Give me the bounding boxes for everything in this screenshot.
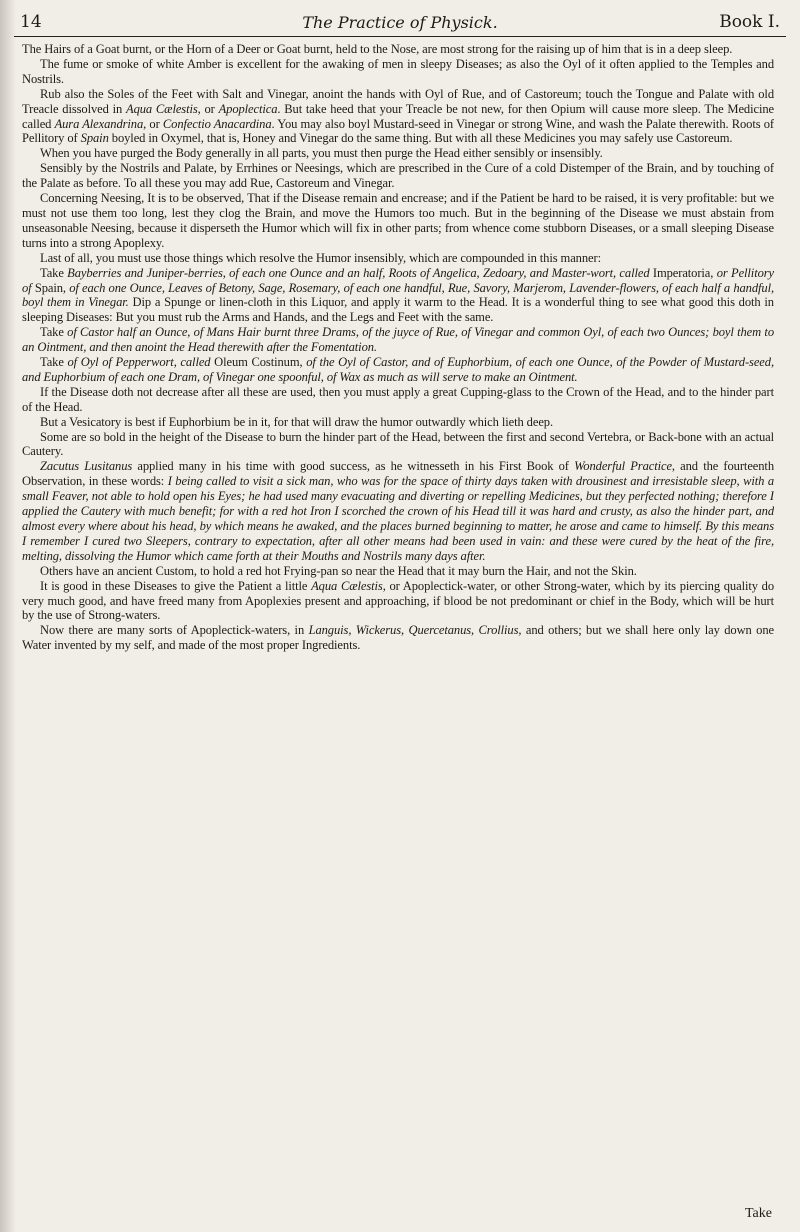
paragraph xyxy=(22,385,774,415)
italic-text: Bayberries and Juniper-berries, of each one Ounce and an half, Roots of Angelica, Zedoary, and Master-wort, called xyxy=(67,265,650,280)
text-run: Now there are many sorts of Apoplectick-waters, in xyxy=(40,623,309,638)
text-run: applied many in his time with good success, as he witnesseth in his First Book of xyxy=(132,459,575,474)
italic-text: Apoplectica xyxy=(218,101,278,116)
paragraph xyxy=(22,87,774,147)
text-run: , and the fourteenth Observation, in these words: xyxy=(22,459,774,489)
text-run: boyled in Oxymel, that is, Honey and Vinegar do the same thing. But with all these Medicines you may safely use Castoreum. xyxy=(108,131,733,146)
text-run: Concerning Neesing, It is to be observed, That if the Disease remain and encrease; and if the Patient be hard to be raised, it is very profitable: but we must not use them too long, lest they clog the Brain, and move the Humors too much. But in the beginning of the Disease we must abstain from unseasonable Neesing, because it disperseth the Humor which will fix in other parts; from whence come stubborn Diseases, or a small sleeping Disease turns into a strong Apoplexy. xyxy=(22,191,774,250)
paragraph xyxy=(22,57,774,87)
italic-text: Aqua Cælestis xyxy=(126,101,198,116)
paragraph xyxy=(22,430,774,460)
binding-shadow xyxy=(0,0,16,1232)
italic-text: Spain xyxy=(80,131,109,146)
paragraph xyxy=(22,623,774,653)
paragraph xyxy=(22,415,774,430)
paragraph xyxy=(22,161,774,191)
paragraph xyxy=(22,191,774,251)
italic-text: of each one Ounce, Leaves of Betony, Sage, Rosemary, of each one handful, Rue, Savory, Marjerom, Lavender-flowers, of each half a handful, boyl them in Vinegar. xyxy=(22,280,774,310)
text-run: When you have purged the Body generally in all parts, you must then purge the Head either sensibly or insensibly. xyxy=(40,146,603,161)
italic-text: Zacutus Lusitanus xyxy=(40,459,133,474)
italic-text: of Castor half an Ounce, of Mans Hair burnt three Drams, of the juyce of Rue, of Vinegar and common Oyl, of each two Ounces; boyl them to an Ointment, and then anoint the Head therewith after the Fomentation. xyxy=(22,325,774,355)
text-run: , or xyxy=(143,116,163,131)
text-run: Take xyxy=(40,355,68,370)
text-run: But a Vesicatory is best if Euphorbium be in it, for that will draw the humor outwardly which lieth deep. xyxy=(40,414,553,429)
italic-text: of the Oyl of Castor, and of Euphorbium, of each one Ounce, of the Powder of Mustard-seed, and Euphorbium of each one Dram, of Vinegar one spoonful, of Wax as much as will serve to make an Ointment. xyxy=(22,355,774,384)
text-run: Last of all, you must use those things which resolve the Humor insensibly, which are compounded in this manner: xyxy=(40,250,601,265)
text-run: Rub also the Soles of the Feet with Salt and Vinegar, anoint the hands with Oyl of Rue, and of Castoreum; touch the Tongue and Palate with old Treacle dissolved in xyxy=(22,86,774,116)
paragraph xyxy=(22,325,774,355)
paragraph xyxy=(22,266,774,326)
italic-text: Confectio Anacardina xyxy=(162,116,272,131)
text-run: Oleum Costinum, xyxy=(210,355,307,370)
text-run: . But take heed that your Treacle be not new, for then Opium will cause more sleep. The Medicine called xyxy=(22,101,774,131)
text-run: , or xyxy=(197,101,219,116)
text-run: , or Apoplectick-water, or other Strong-water, which by its piercing quality do very much good, and have freed many from Apoplexies present and approaching, if blood be not predominant or chief in the Body, which will be hurt by the use of Strong-waters. xyxy=(22,578,774,623)
italic-text: Aqua Cælestis xyxy=(311,578,383,593)
paragraph xyxy=(22,146,774,161)
running-title: The Practice of Physick. xyxy=(302,13,498,32)
text-run: Take xyxy=(40,325,68,340)
text-run: Take xyxy=(40,265,68,280)
page-body xyxy=(22,42,774,1196)
text-run: The fume or smoke of white Amber is excellent for the awaking of men in sleepy Diseases; as also the Oyl of it often applied to the Temples and Nostrils. xyxy=(22,56,774,86)
italic-text: Languis, Wickerus, Quercetanus, Crollius, xyxy=(308,623,522,638)
text-run: It is good in these Diseases to give the Patient a little xyxy=(40,578,312,593)
text-run: Imperatoria, xyxy=(649,265,717,280)
italic-text: or Pellitory of xyxy=(22,265,774,295)
text-run: The Hairs of a Goat burnt, or the Horn of a Deer or Goat burnt, held to the Nose, are most strong for the raising up of him that is in a deep sleep. xyxy=(22,42,733,56)
italic-text: Aura Alexandrina xyxy=(54,116,144,131)
paragraph xyxy=(22,579,774,624)
paragraph xyxy=(22,251,774,266)
text-run: Sensibly by the Nostrils and Palate, by Errhines or Neesings, which are prescribed in the Cure of a cold Distemper of the Brain, and by touching of the Palate as before. To all these you may add Rue, Castoreum and Vinegar. xyxy=(22,161,774,191)
page-number: 14 xyxy=(20,12,42,32)
text-run: . You may also boyl Mustard-seed in Vinegar or strong Wine, and wash the Palate therewith. Roots of Pellitory of xyxy=(22,116,774,146)
paragraph xyxy=(22,459,774,563)
paragraph xyxy=(22,564,774,579)
text-run: and others; but we shall here only lay down one Water invented by my self, and made of the most proper Ingredients. xyxy=(22,623,774,653)
text-run: If the Disease doth not decrease after all these are used, then you must apply a great Cupping-glass to the Crown of the Head, and to the hinder part of the Head. xyxy=(22,384,774,414)
italic-text: I being called to visit a sick man, who was for the space of thirty days taken with drousinest and irresistable sleep, with a small Feaver, not able to hold open his Eyes; he had used many evacuating and diverting or repelling Medicines, but they perfected nothing; therefore I applied the Cautery with much benefit; for with a red hot Iron I scorched the crown of his Head till it was hard and crusty, as also the hinder part, and almost every where about his head, by which means he awaked, and the places burned beginning to matter, he arose and came to himself. By this means I remember I cured two Sleepers, contrary to expectation, after all other means had been used in vain: and these were cured by the heat of the fire, melting, dissolving the Humor which came forth at their Mouths and Nostrils many days after. xyxy=(22,474,774,563)
italic-text: of Oyl of Pepperwort, called xyxy=(67,355,211,370)
text-run: Dip a Spunge or linen-cloth in this Liquor, and apply it warm to the Head. It is a wonderful thing to see what good this doth in sleeping Diseases: But you must rub the Arms and Hands, and the Legs and Feet with the same. xyxy=(22,295,774,325)
catchword: Take xyxy=(744,1206,772,1221)
italic-text: Wonderful Practice xyxy=(574,459,672,474)
text-run: Others have an ancient Custom, to hold a red hot Frying-pan so near the Head that it may burn the Hair, and not the Skin. xyxy=(40,563,637,578)
book-label: Book I. xyxy=(719,12,780,32)
text-run: Spain, xyxy=(31,280,70,295)
paragraph xyxy=(22,355,774,385)
text-run: Some are so bold in the height of the Disease to burn the hinder part of the Head, between the first and second Vertebra, or Back-bone with an actual Cautery. xyxy=(22,429,774,459)
paragraph xyxy=(22,42,774,57)
running-header xyxy=(14,6,786,37)
